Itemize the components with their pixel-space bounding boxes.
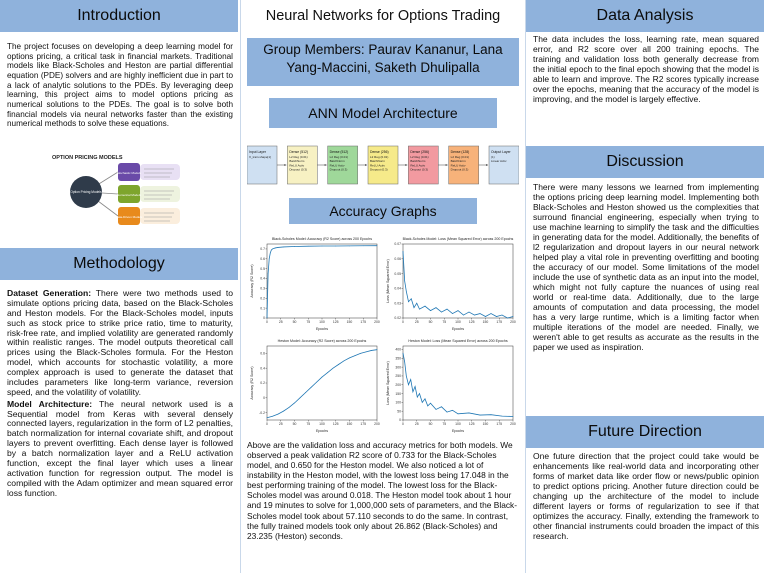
- data-point: [441, 312, 442, 313]
- svg-text:Dense (256): Dense (256): [410, 150, 430, 154]
- svg-text:Dense (512): Dense (512): [289, 150, 309, 154]
- y-axis-label: Loss (Mean Squared Error): [386, 259, 390, 303]
- arch-node-2: [328, 146, 358, 184]
- data-point: [322, 246, 323, 247]
- chart-title: Black-Scholes Model: Accuracy (R2 Score) across 200 Epochs: [271, 237, 373, 241]
- data-point: [305, 392, 306, 393]
- x-tick-label: 125: [468, 422, 475, 426]
- diagram-branch-stochastic: [117, 163, 180, 181]
- y-tick-label: 50: [397, 409, 401, 414]
- x-tick-label: 125: [332, 320, 339, 324]
- y-tick-label: 400: [395, 347, 401, 352]
- data-point: [480, 313, 481, 314]
- methodology-title: Methodology: [73, 255, 165, 272]
- data-point: [377, 245, 378, 246]
- data-point: [436, 409, 437, 410]
- y-tick-label: 0.06: [394, 257, 401, 261]
- svg-text:Dense (256): Dense (256): [370, 150, 389, 154]
- chart-title: Heston Model: Accuracy (R2 Score) across 200 Epochs: [277, 339, 367, 343]
- ann-architecture-diagram: [247, 140, 519, 190]
- x-tick-label: 175: [496, 422, 503, 426]
- data-point: [283, 247, 284, 248]
- y-tick-label: 0.6: [260, 351, 265, 356]
- diagram-title: OPTION PRICING MODELS: [52, 155, 123, 161]
- plot-area: [267, 244, 377, 318]
- data-point: [338, 364, 339, 365]
- x-tick-label: 0: [266, 320, 268, 324]
- data-point: [419, 309, 420, 310]
- svg-text:Dense (512): Dense (512): [329, 150, 349, 154]
- y-tick-label: 0.7: [260, 247, 265, 252]
- arch-node-5: [449, 146, 479, 184]
- y-tick-label: 0.3: [260, 286, 265, 291]
- x-axis-label: Epochs: [316, 327, 328, 331]
- introduction-header: [0, 0, 238, 32]
- data-point: [502, 315, 503, 316]
- data-point: [267, 318, 268, 319]
- data-point: [271, 250, 272, 251]
- y-tick-label: 0.1: [260, 306, 265, 311]
- svg-text:L2 Reg (0.01): L2 Reg (0.01): [450, 155, 470, 159]
- svg-text:Dropout (0.3): Dropout (0.3): [450, 167, 469, 172]
- x-tick-label: 75: [442, 320, 447, 324]
- x-tick-label: 25: [278, 422, 283, 426]
- chart-title: Heston Model: Loss (Mean Squared Error) across 200 Epochs: [408, 339, 508, 343]
- y-tick-label: 0: [263, 316, 265, 321]
- x-axis-label: Epochs: [452, 429, 464, 433]
- x-tick-label: 0: [266, 422, 268, 426]
- introduction-title: Introduction: [77, 7, 161, 24]
- discussion-text: There were many lessons we learned from implementing the options pricing deep learning model. Implementing both Black-Scholes and Heston showed us the complexities that surround financial engineering, especially when trying to use machine learning to simplify the task and the difficulties in generating data for the model. Additionally, the benefits of l2 regularization and dropout layers in our neural network helped play a vital role in preventing overfitting and booting the accuracy of our model. Some limitations of the model include the use of synthetic data as an input into the model, which might not fully capture the nuances of using real world or real-time data. Additionally, due to the large amounts of computation and data processing, the model has a very large runtime, which is a limiting factor when multiple iterations of the model are needed. Finally, we weren't able to get results as accurate as the results in the paper we used as inspiration.: [533, 182, 759, 353]
- x-tick-label: 150: [346, 422, 353, 426]
- y-tick-label: 0.07: [394, 242, 401, 247]
- svg-text:L2 Reg (0.01): L2 Reg (0.01): [289, 155, 308, 159]
- methodology-text: [7, 289, 233, 500]
- y-tick-label: 150: [395, 391, 401, 396]
- y-tick-label: 0: [263, 396, 265, 400]
- data-point: [269, 258, 270, 259]
- y-tick-label: 0.6: [260, 257, 265, 261]
- data-point: [422, 402, 423, 403]
- x-axis-label: Epochs: [452, 327, 464, 331]
- data-point: [278, 247, 279, 248]
- discussion-header: Discussion: [526, 146, 764, 178]
- y-tick-label: -0.2: [259, 410, 265, 415]
- data-point: [447, 309, 448, 310]
- data-point: [283, 411, 284, 412]
- y-tick-label: 0.4: [260, 366, 265, 371]
- svg-text:L2 Reg (0.01): L2 Reg (0.01): [329, 155, 349, 159]
- x-tick-label: 175: [360, 422, 367, 426]
- option-pricing-diagram: [40, 150, 200, 228]
- arch-node-0: [247, 146, 277, 184]
- svg-text:Dropout (0.3): Dropout (0.3): [370, 167, 388, 172]
- x-tick-label: 50: [428, 422, 433, 426]
- y-tick-label: 0.4: [260, 276, 265, 281]
- data-point: [410, 379, 411, 380]
- data-point: [513, 416, 514, 417]
- x-tick-label: 125: [332, 422, 339, 426]
- x-tick-label: 150: [482, 422, 489, 426]
- heston-loss-chart: [385, 336, 517, 436]
- y-tick-label: 300: [395, 365, 401, 370]
- data-point: [289, 407, 290, 408]
- black-scholes-loss-chart: [385, 234, 517, 334]
- data-point: [322, 377, 323, 378]
- svg-text:ReLU Activ: ReLU Activ: [450, 163, 466, 168]
- arch-node-3: [368, 146, 398, 184]
- svg-text:Linear Activ: Linear Activ: [491, 159, 507, 164]
- data-point: [416, 303, 417, 304]
- data-point: [458, 413, 459, 414]
- x-tick-label: 75: [306, 422, 311, 426]
- data-point: [363, 245, 364, 246]
- data-point: [436, 307, 437, 308]
- data-point: [408, 384, 409, 385]
- x-tick-label: 175: [496, 320, 503, 324]
- data-point: [411, 298, 412, 299]
- group-members: Group Members: Paurav Kananur, Lana Yang-Maccini, Saketh Dhulipalla: [247, 38, 519, 86]
- data-point: [415, 386, 416, 387]
- model-architecture-paragraph: Model Architecture: The neural network used is a Sequential model from Keras with several densely connected layers, regularization in the form of L2 penalties, batch normalization for internal covariate shift, and dropout layers to prevent overfitting. Each dense layer is followed by a batch normalization layer and a ReLU activation function, except the final layer which uses a linear activation function for regression output. The model is compiled with the Adam optimizer and mean squared error loss function.: [7, 398, 233, 498]
- data-point: [469, 413, 470, 414]
- svg-text:BatchNorm: BatchNorm: [450, 159, 466, 164]
- data-point: [430, 403, 431, 404]
- dataset-generation-paragraph: Dataset Generation: There were two methods used to simulate options pricing data, based on the Black-Scholes and Heston models. For the Black-Scholes model, inputs such as stock price to strike price ratio, time to maturity, risk-free rate, and implied volatility are generated randomly within realistic ranges. The model outputs theoretical call prices using the Black-Scholes formula. For the Heston model, which accounts for stochastic volatility, a more complex approach is used to generate the dataset that includes parameters like long-term variance, reversion speed, and the volatility of volatility.: [7, 288, 233, 397]
- left-column: [0, 0, 238, 573]
- x-tick-label: 200: [374, 422, 380, 426]
- poster-title: Neural Networks for Options Trading: [265, 8, 501, 24]
- data-point: [408, 301, 409, 302]
- x-tick-label: 25: [414, 320, 419, 324]
- introduction-text: The project focuses on developing a deep learning model for options pricing, a critical task in financial markets. Traditional models like Black-Scholes and Heston are partial differential equation (PDE) solvers and are highly inefficient due in part to a lack of analytic solutions to the PDEs. By leveraging deep learning, this project aims to model options pricing as numerical solutions to the PDEs. The goal is to solve both financial models via neural networks faster than the existing numerical methods to solve these equations.: [7, 42, 233, 129]
- data-point: [275, 248, 276, 249]
- data-point: [294, 246, 295, 247]
- data-point: [474, 315, 475, 316]
- svg-text:ReLU Activ: ReLU Activ: [329, 163, 345, 168]
- arch-node-4: [408, 146, 438, 184]
- x-tick-label: 100: [455, 422, 461, 426]
- data-point: [458, 310, 459, 311]
- data-point: [327, 372, 328, 373]
- data-point: [425, 399, 426, 400]
- y-tick-label: 250: [395, 374, 401, 379]
- x-tick-label: 200: [374, 320, 380, 324]
- x-tick-label: 100: [319, 422, 325, 426]
- y-tick-label: 0: [399, 418, 401, 423]
- chart-title: Black-Scholes Model: Loss (Mean Squared Error) across 200 Epochs: [402, 237, 514, 241]
- data-point: [355, 355, 356, 356]
- data-point: [404, 362, 405, 363]
- data-point: [403, 353, 404, 354]
- data-analysis-header: Data Analysis: [526, 0, 764, 32]
- svg-text:Dense (128): Dense (128): [450, 150, 470, 154]
- data-point: [430, 310, 431, 311]
- x-tick-label: 100: [455, 320, 461, 324]
- data-point: [311, 387, 312, 388]
- data-point: [502, 416, 503, 417]
- x-tick-label: 50: [292, 320, 297, 324]
- data-point: [366, 352, 367, 353]
- data-point: [491, 414, 492, 415]
- data-point: [335, 246, 336, 247]
- svg-text:Dropout (0.3): Dropout (0.3): [410, 167, 429, 172]
- y-tick-label: 100: [395, 400, 401, 405]
- data-point: [403, 251, 404, 252]
- y-tick-label: 200: [395, 382, 401, 387]
- future-direction-header: Future Direction: [526, 416, 764, 448]
- y-tick-label: 0.02: [394, 316, 401, 321]
- y-tick-label: 0.03: [394, 301, 401, 306]
- data-point: [513, 316, 514, 317]
- data-point: [507, 318, 508, 319]
- data-point: [360, 353, 361, 354]
- svg-text:L2 Reg (0.01): L2 Reg (0.01): [410, 155, 429, 159]
- x-tick-label: 0: [402, 422, 404, 426]
- future-direction-text: One future direction that the project could take would be enhancements like real-world data and incorporating other forms of market data like order flow or news/public opinion to predict options pricing. Another future direction could be changing up the architecture of the model to include different layers or forms of regularization to see if that optimizes the accuracy. Finally, extending the framework to other financial instruments could broaden the impact of this research.: [533, 451, 759, 542]
- data-point: [349, 357, 350, 358]
- data-point: [425, 306, 426, 307]
- data-point: [270, 253, 271, 254]
- data-point: [485, 316, 486, 317]
- data-point: [377, 349, 378, 350]
- data-point: [300, 397, 301, 398]
- plot-area: [403, 244, 513, 318]
- x-tick-label: 125: [468, 320, 475, 324]
- data-point: [333, 368, 334, 369]
- data-point: [371, 350, 372, 351]
- x-tick-label: 150: [482, 320, 489, 324]
- data-point: [316, 382, 317, 383]
- accuracy-header: Accuracy Graphs: [289, 198, 477, 224]
- methodology-header: [0, 248, 238, 280]
- data-point: [441, 406, 442, 407]
- svg-text:BatchNorm: BatchNorm: [410, 159, 426, 164]
- data-point: [496, 316, 497, 317]
- svg-text:Stochastic Models: Stochastic Models: [116, 171, 142, 175]
- data-point: [272, 416, 273, 417]
- svg-text:BatchNorm: BatchNorm: [329, 159, 345, 164]
- x-tick-label: 150: [346, 320, 353, 324]
- svg-text:BatchNorm: BatchNorm: [370, 159, 386, 164]
- x-tick-label: 25: [278, 320, 283, 324]
- data-point: [469, 312, 470, 313]
- dataset-generation-label: Dataset Generation:: [7, 288, 92, 298]
- middle-column: [240, 0, 526, 573]
- right-column: [526, 0, 764, 573]
- heston-accuracy-chart: [249, 336, 381, 436]
- data-point: [419, 393, 420, 394]
- data-point: [463, 315, 464, 316]
- black-scholes-accuracy-chart: [249, 234, 381, 334]
- plot-area: [267, 346, 377, 420]
- data-point: [447, 412, 448, 413]
- data-point: [452, 313, 453, 314]
- y-tick-label: 0.04: [394, 286, 401, 291]
- svg-text:L2 Reg (0.01): L2 Reg (0.01): [370, 155, 389, 159]
- svg-text:X_train.shape[1]: X_train.shape[1]: [249, 155, 271, 159]
- x-tick-label: 100: [319, 320, 325, 324]
- data-point: [414, 307, 415, 308]
- diagram-branch-data-driven: [116, 207, 180, 225]
- data-point: [413, 391, 414, 392]
- y-axis-label: Loss (Mean Squared Error): [386, 361, 390, 405]
- data-point: [344, 360, 345, 361]
- diagram-center-label: Option Pricing Models: [70, 190, 102, 194]
- data-point: [406, 376, 407, 377]
- svg-text:Numerical Models: Numerical Models: [116, 193, 142, 197]
- x-tick-label: 50: [292, 422, 297, 426]
- x-tick-label: 75: [306, 320, 311, 324]
- data-point: [308, 246, 309, 247]
- svg-text:(1): (1): [491, 155, 495, 159]
- data-point: [406, 291, 407, 292]
- y-tick-label: 0.05: [394, 271, 401, 276]
- plot-area: [403, 346, 513, 420]
- y-tick-label: 0.2: [260, 381, 265, 386]
- x-tick-label: 0: [402, 320, 404, 324]
- y-tick-label: 0.5: [260, 266, 265, 271]
- svg-text:ReLU Activ: ReLU Activ: [370, 163, 385, 168]
- svg-text:BatchNorm: BatchNorm: [289, 159, 305, 164]
- svg-text:Dropout (0.3): Dropout (0.3): [329, 167, 348, 172]
- svg-text:ReLU Activ: ReLU Activ: [289, 163, 305, 168]
- x-tick-label: 175: [360, 320, 367, 324]
- x-tick-label: 25: [414, 422, 419, 426]
- svg-text:Data-Driven Models: Data-Driven Models: [115, 215, 143, 219]
- data-point: [267, 417, 268, 418]
- data-point: [417, 397, 418, 398]
- y-axis-label: Accuracy (R2 Score): [250, 264, 254, 298]
- data-point: [268, 273, 269, 274]
- y-axis-label: Accuracy (R2 Score): [250, 366, 254, 400]
- data-analysis-text: The data includes the loss, learning rate, mean squared error, and R2 score over all 200 training epochs. The training and validation loss both generally decrease from the initial epoch to the final epoch showing that the model is able to learn and improve. The R2 scores typically increase over the epochs, meaning that the accuracy of the model is improving, and the model is largely effective.: [533, 34, 759, 105]
- data-point: [427, 406, 428, 407]
- x-tick-label: 75: [442, 422, 447, 426]
- data-point: [349, 246, 350, 247]
- x-axis-label: Epochs: [316, 429, 328, 433]
- svg-text:Dropout (0.3): Dropout (0.3): [289, 167, 308, 172]
- arch-node-6: [489, 146, 519, 184]
- y-tick-label: 0.2: [260, 296, 265, 301]
- y-tick-label: 350: [395, 356, 401, 361]
- data-point: [294, 403, 295, 404]
- diagram-branch-numerical: [117, 185, 180, 203]
- data-point: [491, 313, 492, 314]
- data-point: [278, 414, 279, 415]
- x-tick-label: 200: [510, 320, 516, 324]
- svg-text:Input Layer: Input Layer: [249, 150, 266, 154]
- results-text: Above are the validation loss and accuracy metrics for both models. We observed a peak validation R2 score of 0.733 for the Black-Scholes model, and 0.650 for the Heston model. We also noticed a lot of instability in the Heston model, with the lowest loss being 17.048 in the best performing training of the model. The lowest loss for the Black-Scholes model was around 0.018. The Heston model took about 1 hour and 19 minutes to solve for 1,000,000 sets of parameters, and the Black-Scholes model took about 57.110 seconds to do the same. In contrast, the fully trained models took only about 26.862 (Black-Scholes) and 23.235 (Heston) seconds.: [247, 440, 518, 541]
- svg-text:Output Layer: Output Layer: [491, 150, 511, 154]
- x-tick-label: 200: [510, 422, 516, 426]
- data-point: [480, 415, 481, 416]
- data-point: [452, 410, 453, 411]
- data-point: [272, 249, 273, 250]
- architecture-header: ANN Model Architecture: [269, 98, 497, 128]
- svg-text:ReLU Activ: ReLU Activ: [410, 163, 426, 168]
- arch-node-1: [287, 146, 317, 184]
- model-architecture-label: Model Architecture:: [7, 398, 93, 409]
- data-point: [404, 281, 405, 282]
- x-tick-label: 50: [428, 320, 433, 324]
